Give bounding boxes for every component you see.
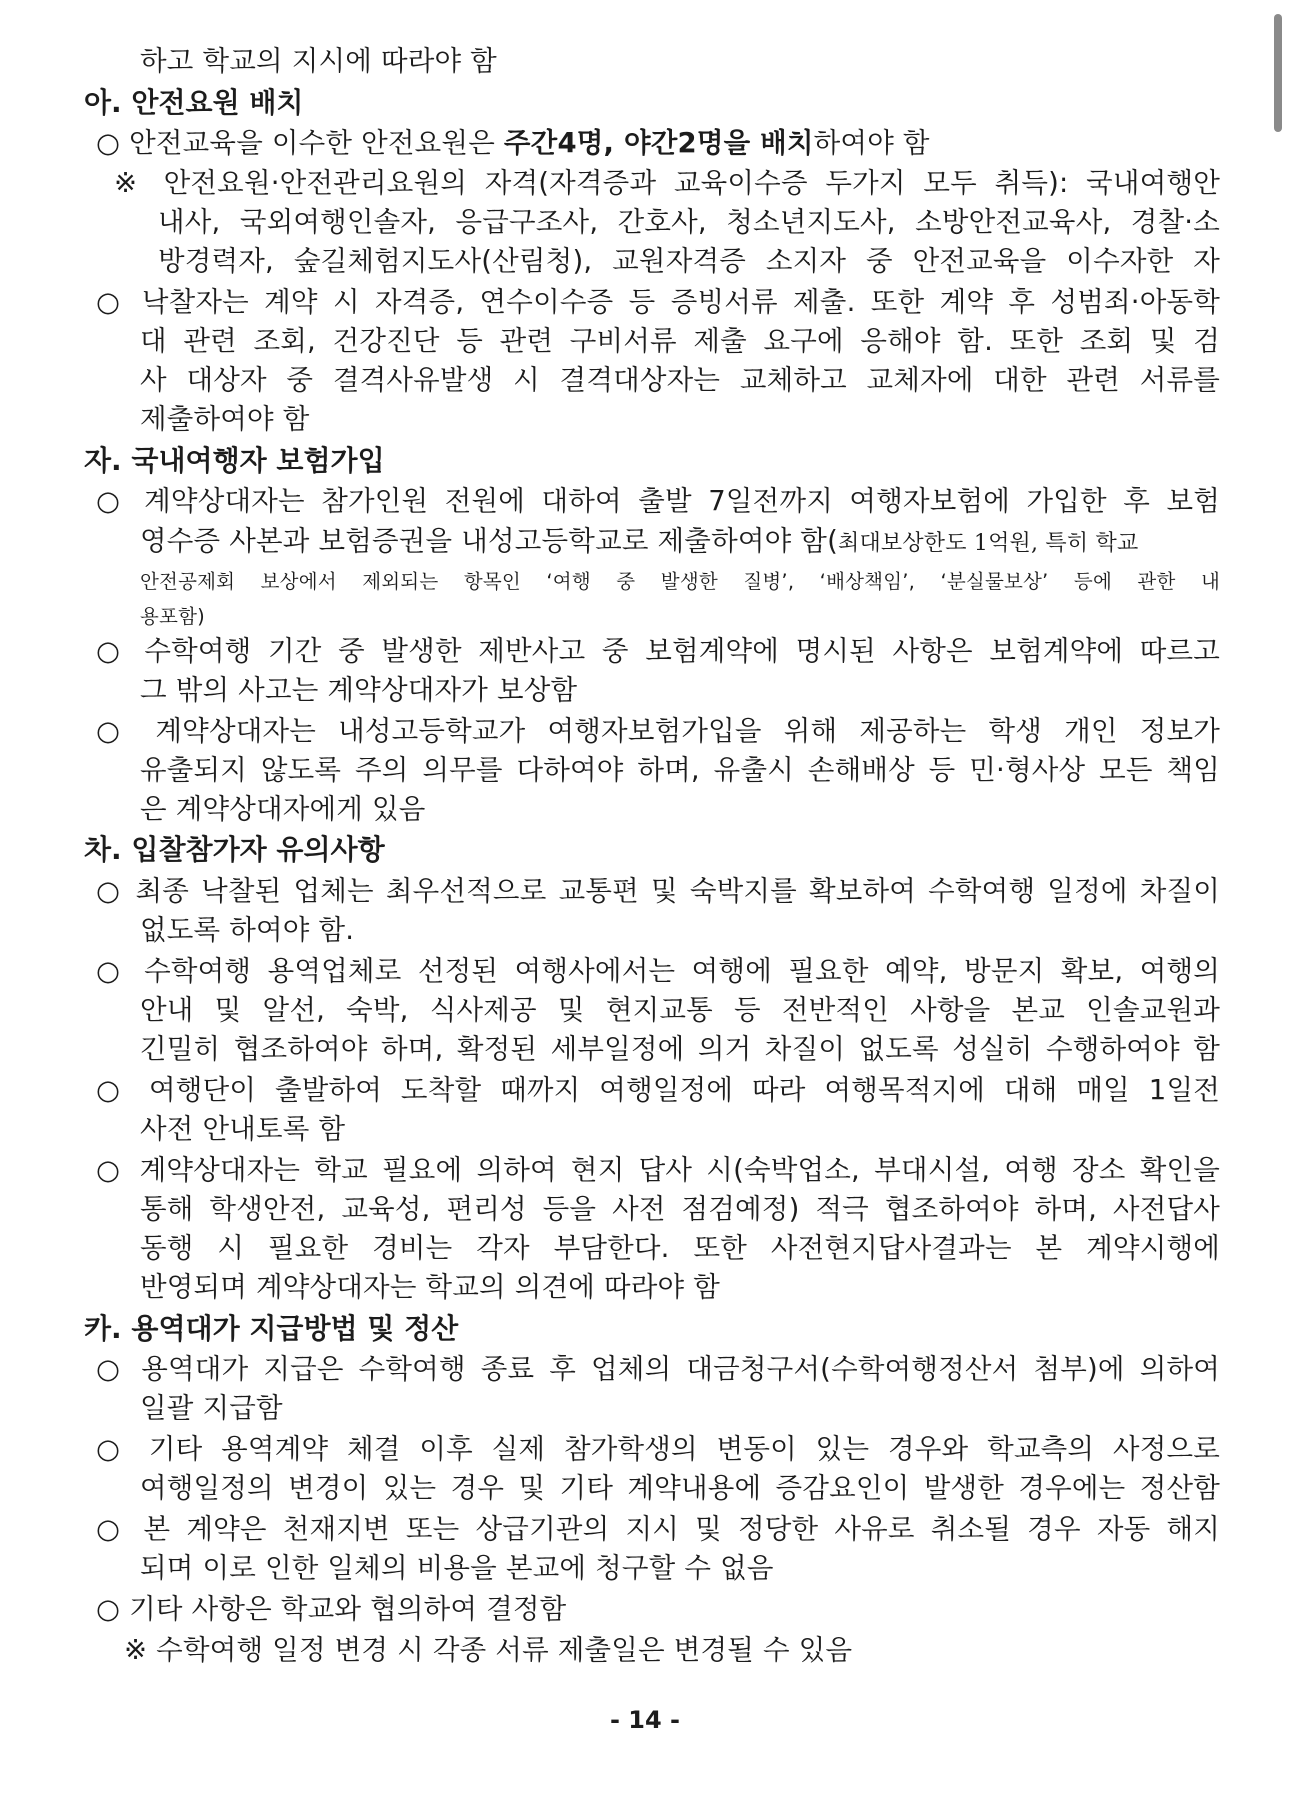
text-span: ○ 안전교육을 이수한 안전요원은 [96, 127, 495, 159]
text-line: 없도록 하여야 함. [140, 914, 355, 946]
section-heading: 아. 안전요원 배치 [84, 86, 304, 119]
bullet-item: ○ 계약상대자는 내성고등학교가 여행자보험가입을 위해 제공하는 학생 개인 정보가 [96, 715, 1220, 747]
emphasis-text: 주간4명, 야간2명을 배치 [503, 127, 814, 159]
small-text-line: 용포함) [140, 605, 205, 628]
text-line: 긴밀히 협조하여야 하며, 확정된 세부일정에 의거 차질이 없도록 성실히 수행하여야 함 [140, 1033, 1220, 1065]
text-line: 통해 학생안전, 교육성, 편리성 등을 사전 점검예정) 적극 협조하여야 하며, 사전답사 [140, 1193, 1220, 1225]
text-line: 내사, 국외여행인솔자, 응급구조사, 간호사, 청소년지도사, 소방안전교육사, 경찰·소 [158, 206, 1220, 238]
note-line: ※ 안전요원·안전관리요원의 자격(자격증과 교육이수증 두가지 모두 취득): 국내여행안 [114, 167, 1220, 199]
text-line: 되며 이로 인한 일체의 비용을 본교에 청구할 수 없음 [140, 1552, 774, 1584]
bullet-item: ○ 기타 용역계약 체결 이후 실제 참가학생의 변동이 있는 경우와 학교측의 사정으로 [96, 1433, 1220, 1465]
note-line: ※ 수학여행 일정 변경 시 각종 서류 제출일은 변경될 수 있음 [124, 1634, 853, 1666]
bullet-item: ○ 본 계약은 천재지변 또는 상급기관의 지시 및 정당한 사유로 취소될 경우 자동 해지 [96, 1513, 1220, 1545]
section-heading: 자. 국내여행자 보험가입 [84, 444, 385, 477]
text-line: 여행일정의 변경이 있는 경우 및 기타 계약내용에 증감요인이 발생한 경우에는 정산함 [140, 1472, 1220, 1504]
page-number: - 14 - [609, 1706, 681, 1734]
text-line: 그 밖의 사고는 계약상대자가 보상함 [140, 674, 578, 706]
scrollbar-thumb[interactable] [1274, 14, 1282, 132]
text-line: 안내 및 알선, 숙박, 식사제공 및 현지교통 등 전반적인 사항을 본교 인솔교원과 [140, 994, 1220, 1026]
text-line: 하고 학교의 지시에 따라야 함 [140, 45, 497, 77]
small-text-span: 최대보상한도 1억원, 특히 학교 [838, 531, 1139, 556]
text-line: 은 계약상대자에게 있음 [140, 793, 426, 825]
text-line: 사 대상자 중 결격사유발생 시 결격대상자는 교체하고 교체자에 대한 관련 서류를 [140, 364, 1220, 396]
bullet-item: ○ 여행단이 출발하여 도착할 때까지 여행일정에 따라 여행목적지에 대해 매일 1일전 [96, 1074, 1220, 1106]
text-line: 방경력자, 숲길체험지도사(산림청), 교원자격증 소지자 중 안전교육을 이수자한 자 [158, 245, 1220, 277]
text-line: 유출되지 않도록 주의 의무를 다하여야 하며, 유출시 손해배상 등 민·형사상 모든 책임 [140, 754, 1220, 786]
text-line [140, 522, 1138, 563]
bullet-item: ○ 기타 사항은 학교와 협의하여 결정함 [96, 1593, 567, 1625]
bullet-item: ○ 계약상대자는 학교 필요에 의하여 현지 답사 시(숙박업소, 부대시설, 여행 장소 확인을 [96, 1154, 1220, 1186]
section-heading: 카. 용역대가 지급방법 및 정산 [84, 1312, 459, 1345]
bullet-item: ○ 수학여행 기간 중 발생한 제반사고 중 보험계약에 명시된 사항은 보험계약에 따르고 [96, 635, 1220, 667]
bullet-item: ○ 수학여행 용역업체로 선정된 여행사에서는 여행에 필요한 예약, 방문지 확보, 여행의 [96, 955, 1220, 987]
bullet-item [96, 124, 930, 162]
section-heading: 차. 입찰참가자 유의사항 [84, 833, 385, 866]
bullet-item: ○ 낙찰자는 계약 시 자격증, 연수이수증 등 증빙서류 제출. 또한 계약 후 성범죄·아동학 [96, 286, 1220, 318]
small-text-line: 안전공제회 보상에서 제외되는 항목인 ‘여행 중 발생한 질병’, ‘배상책임’, ‘분실물보상’ 등에 관한 내 [140, 570, 1220, 593]
text-span: 하여야 함 [813, 127, 930, 159]
text-line: 반영되며 계약상대자는 학교의 의견에 따라야 함 [140, 1271, 721, 1303]
text-line: 대 관련 조회, 건강진단 등 관련 구비서류 제출 요구에 응해야 함. 또한 조회 및 검 [140, 325, 1220, 357]
bullet-item: ○ 계약상대자는 참가인원 전원에 대하여 출발 7일전까지 여행자보험에 가입한 후 보험 [96, 485, 1220, 517]
text-span: 영수증 사본과 보험증권을 내성고등학교로 제출하여야 함( [140, 525, 838, 557]
text-line: 사전 안내토록 함 [140, 1113, 346, 1145]
bullet-item: ○ 용역대가 지급은 수학여행 종료 후 업체의 대금청구서(수학여행정산서 첨부)에 의하여 [96, 1353, 1220, 1385]
text-line: 제출하여야 함 [140, 403, 310, 435]
text-line: 동행 시 필요한 경비는 각자 부담한다. 또한 사전현지답사결과는 본 계약시행에 [140, 1232, 1220, 1264]
bullet-item: ○ 최종 낙찰된 업체는 최우선적으로 교통편 및 숙박지를 확보하여 수학여행 일정에 차질이 [96, 875, 1220, 907]
text-line: 일괄 지급함 [140, 1392, 283, 1424]
